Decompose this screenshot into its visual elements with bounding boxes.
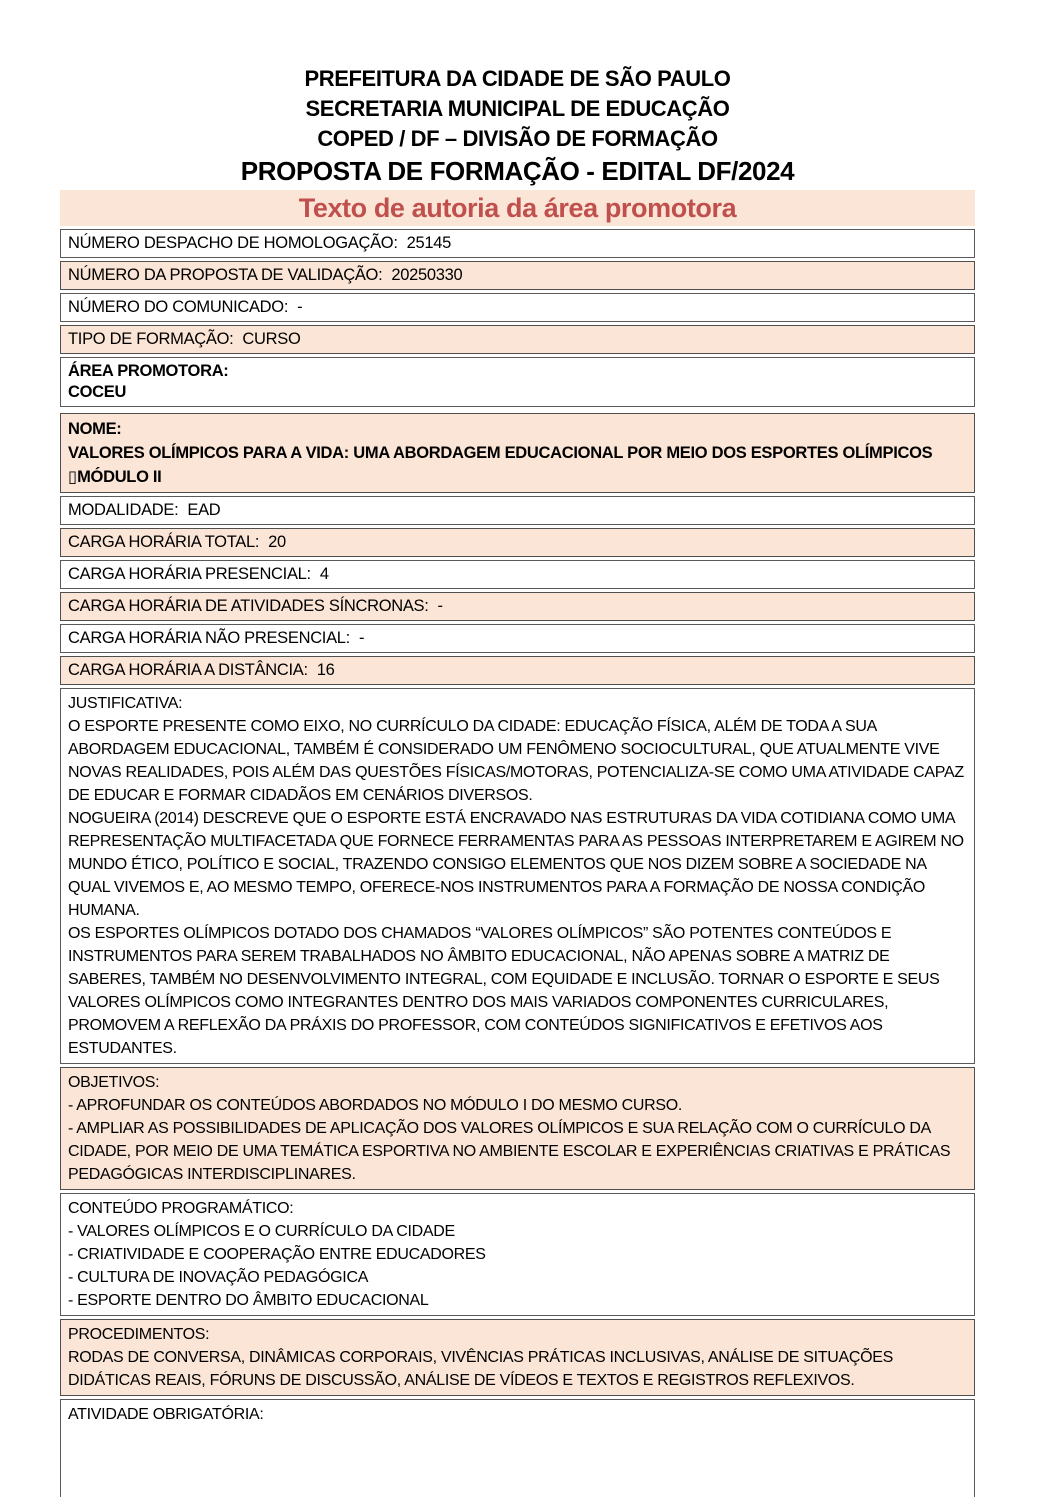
field-numero-proposta-validacao (60, 261, 975, 290)
objetivo-item: - APROFUNDAR OS CONTEÚDOS ABORDADOS NO MÓDULO I DO MESMO CURSO. (68, 1097, 683, 1114)
field-carga-horaria-presencial (60, 560, 975, 589)
field-value: - (358, 629, 365, 647)
document-header (60, 0, 975, 188)
section-justificativa (60, 688, 975, 1064)
section-label: PROCEDIMENTOS: (68, 1326, 210, 1343)
field-value: 20250330 (391, 266, 463, 284)
authorship-banner-text: Texto de autoria da área promotora (298, 193, 737, 223)
field-carga-horaria-sincronas (60, 592, 975, 621)
conteudo-item: - VALORES OLÍMPICOS E O CURRÍCULO DA CIDADE (68, 1223, 455, 1240)
field-numero-despacho-homologacao (60, 229, 975, 258)
field-area-promotora (60, 357, 975, 407)
field-label: NÚMERO DO COMUNICADO: (68, 298, 289, 316)
field-value: COCEU (68, 383, 127, 401)
field-value: CURSO (242, 330, 301, 348)
header-org-line-2: SECRETARIA MUNICIPAL DE EDUCAÇÃO (305, 96, 730, 121)
field-numero-comunicado (60, 293, 975, 322)
field-label: NÚMERO DA PROPOSTA DE VALIDAÇÃO: (68, 266, 383, 284)
field-label: CARGA HORÁRIA PRESENCIAL: (68, 565, 311, 583)
course-name-line-1: VALORES OLÍMPICOS PARA A VIDA: UMA ABORDAGEM EDUCACIONAL POR MEIO DOS ESPORTES OLÍMPICOS (68, 444, 933, 462)
header-org-line-1: PREFEITURA DA CIDADE DE SÃO PAULO (304, 66, 731, 91)
procedimentos-text: RODAS DE CONVERSA, DINÂMICAS CORPORAIS, VIVÊNCIAS PRÁTICAS INCLUSIVAS, ANÁLISE DE SITUAÇÕES DIDÁTICAS REAIS, FÓRUNS DE DISCUSSÃO, ANÁLISE DE VÍDEOS E TEXTOS E REGISTROS REFLEXIVOS. (68, 1349, 894, 1389)
conteudo-item: - CRIATIVIDADE E COOPERAÇÃO ENTRE EDUCADORES (68, 1246, 486, 1263)
field-label: NOME: (68, 420, 122, 438)
section-label: JUSTIFICATIVA: (68, 695, 183, 712)
field-carga-horaria-nao-presencial (60, 624, 975, 653)
field-value: EAD (187, 501, 221, 519)
field-label: CARGA HORÁRIA TOTAL: (68, 533, 260, 551)
field-label: NÚMERO DESPACHO DE HOMOLOGAÇÃO: (68, 234, 398, 252)
section-label: ATIVIDADE OBRIGATÓRIA: (68, 1406, 264, 1423)
field-value: 4 (319, 565, 329, 583)
field-nome (60, 413, 975, 493)
course-name-module: MÓDULO II (77, 468, 162, 486)
section-label: OBJETIVOS: (68, 1074, 160, 1091)
field-value: 20 (268, 533, 286, 551)
field-carga-horaria-total (60, 528, 975, 557)
conteudo-item: - CULTURA DE INOVAÇÃO PEDAGÓGICA (68, 1269, 369, 1286)
document-content (60, 0, 975, 1497)
field-value: - (297, 298, 303, 316)
justificativa-paragraph-1: O ESPORTE PRESENTE COMO EIXO, NO CURRÍCULO DA CIDADE: EDUCAÇÃO FÍSICA, ALÉM DE TODA A SUA ABORDAGEM EDUCACIONAL, TAMBÉM É CONSIDERADO UM FENÔMENO SOCIOCULTURAL, QUE ATUALMENTE VIVE NOVAS REALIDADES, POIS ALÉM DAS QUESTÕES FÍSICAS/MOTORAS, POTENCIALIZA-SE COMO UMA ATIVIDADE CAPAZ DE EDUCAR E FORMAR CIDADÃOS EM CENÁRIOS DIVERSOS. (68, 718, 964, 804)
field-label: MODALIDADE: (68, 501, 179, 519)
field-label: CARGA HORÁRIA A DISTÂNCIA: (68, 661, 308, 679)
field-label: ÁREA PROMOTORA: (68, 362, 229, 380)
field-label: CARGA HORÁRIA NÃO PRESENCIAL: (68, 629, 350, 647)
conteudo-item: - ESPORTE DENTRO DO ÂMBITO EDUCACIONAL (68, 1292, 429, 1309)
field-tipo-formacao (60, 325, 975, 354)
field-label: CARGA HORÁRIA DE ATIVIDADES SÍNCRONAS: (68, 597, 429, 615)
field-value: 25145 (406, 234, 451, 252)
justificativa-paragraph-2: NOGUEIRA (2014) DESCREVE QUE O ESPORTE ESTÁ ENCRAVADO NAS ESTRUTURAS DA VIDA COTIDIANA COMO UMA REPRESENTAÇÃO MULTIFACETADA QUE FORNECE FERRAMENTAS PARA AS PESSOAS INTERPRETAREM E AGIREM NO MUNDO ÉTICO, POLÍTICO E SOCIAL, TRAZENDO CONSIGO ELEMENTOS QUE NOS DIZEM SOBRE A SOCIEDADE NA QUAL VIVEMOS E, AO MESMO TEMPO, OFERECE-NOS INSTRUMENTOS PARA A FORMAÇÃO DE NOSSA CONDIÇÃO HUMANA. (68, 810, 964, 919)
section-label: CONTEÚDO PROGRAMÁTICO: (68, 1200, 294, 1217)
section-atividade-obrigatoria (60, 1399, 975, 1497)
field-value: 16 (316, 661, 335, 679)
missing-glyph-box: ▯ (68, 467, 78, 486)
header-org-line-3: COPED / DF – DIVISÃO DE FORMAÇÃO (317, 126, 718, 151)
section-procedimentos (60, 1319, 975, 1396)
section-conteudo-programatico (60, 1193, 975, 1316)
section-objetivos (60, 1067, 975, 1190)
objetivo-item: - AMPLIAR AS POSSIBILIDADES DE APLICAÇÃO DOS VALORES OLÍMPICOS E SUA RELAÇÃO COM O CURRÍCULO DA CIDADE, POR MEIO DE UMA TEMÁTICA ESPORTIVA NO AMBIENTE ESCOLAR E EXPERIÊNCIAS CRIATIVAS E PRÁTICAS PEDAGÓGICAS INTERDISCIPLINARES. (68, 1120, 951, 1183)
authorship-banner (60, 190, 975, 226)
course-name-line-2 (68, 465, 967, 489)
field-modalidade (60, 496, 975, 525)
justificativa-paragraph-3: OS ESPORTES OLÍMPICOS DOTADO DOS CHAMADOS “VALORES OLÍMPICOS” SÃO POTENTES CONTEÚDOS E INSTRUMENTOS PARA SEREM TRABALHADOS NO ÂMBITO EDUCACIONAL, NÃO APENAS SOBRE A MATRIZ DE SABERES, TAMBÉM NO DESENVOLVIMENTO INTEGRAL, COM EQUIDADE E INCLUSÃO. TORNAR O ESPORTE E SEUS VALORES OLÍMPICOS COMO INTEGRANTES DENTRO DOS MAIS VARIADOS COMPONENTES CURRICULARES, PROMOVEM A REFLEXÃO DA PRÁXIS DO PROFESSOR, COM CONTEÚDOS SIGNIFICATIVOS E EFETIVOS AOS ESTUDANTES. (68, 925, 940, 1057)
field-value: - (437, 597, 443, 615)
field-carga-horaria-distancia (60, 656, 975, 685)
field-label: TIPO DE FORMAÇÃO: (68, 330, 234, 348)
document-title: PROPOSTA DE FORMAÇÃO - EDITAL DF/2024 (240, 156, 795, 186)
